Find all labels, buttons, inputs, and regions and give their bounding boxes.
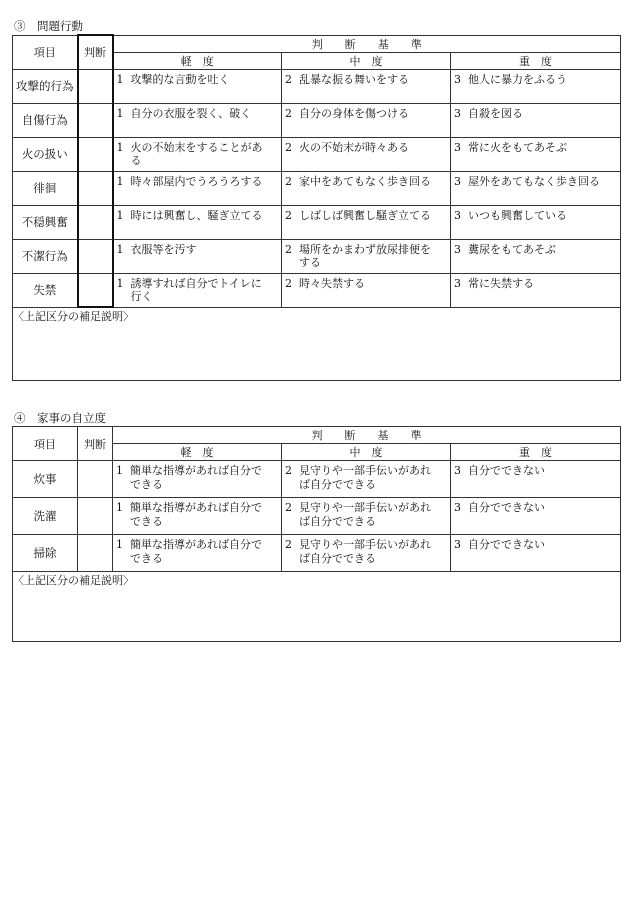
level-number: 1 (116, 208, 124, 222)
criteria-option (282, 498, 450, 528)
judgment-input-cell[interactable] (78, 273, 113, 307)
table-row (13, 103, 621, 137)
criteria-text: 常に火をもてあそぶ (468, 140, 567, 154)
criteria-mild-cell (113, 205, 282, 239)
criteria-option (451, 206, 620, 223)
criteria-moderate-cell (282, 498, 451, 535)
criteria-text: いつも興奮している (468, 208, 567, 222)
criteria-moderate-cell (282, 69, 451, 103)
header-mild: 軽 度 (113, 52, 282, 69)
criteria-option (114, 172, 282, 189)
level-number: 1 (116, 140, 124, 154)
housework-table (12, 426, 621, 642)
criteria-text: 他人に暴力をふるう (468, 72, 567, 86)
criteria-text: 衣服等を汚す (130, 242, 197, 256)
criteria-text: 自分でできない (468, 464, 545, 477)
criteria-option (451, 240, 620, 257)
criteria-text: 自分でできない (468, 538, 545, 551)
criteria-text: 火の不始末をすることがあ る (130, 140, 263, 167)
row-item-label: 失禁 (13, 273, 78, 307)
criteria-mild-cell (113, 137, 282, 171)
section-title: ③ 問題行動 (14, 19, 83, 33)
criteria-severe-cell (451, 171, 621, 205)
criteria-option (451, 104, 620, 121)
criteria-moderate-cell (282, 137, 451, 171)
criteria-option (282, 206, 450, 223)
level-number: 2 (285, 276, 292, 290)
judgment-input-cell[interactable] (78, 498, 113, 535)
criteria-moderate-cell (282, 205, 451, 239)
row-item-label: 自傷行為 (13, 103, 78, 137)
header-severe: 重 度 (451, 52, 621, 69)
level-number: 2 (285, 72, 292, 86)
level-number: 1 (116, 106, 124, 120)
judgment-input-cell[interactable] (78, 535, 113, 572)
criteria-text: 簡単な指導があれば自分で できる (130, 501, 262, 528)
section-problem-behavior (12, 18, 620, 381)
criteria-option (451, 274, 620, 291)
criteria-moderate-cell (282, 103, 451, 137)
row-item-label: 掃除 (13, 535, 78, 572)
criteria-option (451, 498, 620, 515)
criteria-text: 自分の身体を傷つける (299, 106, 409, 120)
table-row (13, 535, 621, 572)
header-moderate: 中 度 (282, 444, 451, 461)
row-item-label: 洗濯 (13, 498, 78, 535)
criteria-option (114, 240, 282, 257)
criteria-text: 誘導すれば自分でトイレに 行く (130, 276, 262, 303)
header-item: 項目 (13, 427, 78, 461)
criteria-text: 見守りや一部手伝いがあれ ば自分でできる (299, 464, 431, 491)
criteria-moderate-cell (282, 461, 451, 498)
level-number: 3 (454, 242, 461, 256)
criteria-option (113, 461, 281, 491)
criteria-option (114, 70, 282, 87)
level-number: 3 (454, 106, 461, 120)
table-row (13, 69, 621, 103)
row-item-label: 火の扱い (13, 137, 78, 171)
judgment-input-cell[interactable] (78, 461, 113, 498)
table-row (13, 137, 621, 171)
criteria-option (113, 498, 281, 528)
criteria-option (451, 70, 620, 87)
header-moderate: 中 度 (282, 52, 451, 69)
header-mild: 軽 度 (113, 444, 282, 461)
criteria-text: 自分の衣服を裂く、破く (130, 106, 252, 120)
section-title: ④ 家事の自立度 (14, 411, 106, 425)
table-row (13, 171, 621, 205)
criteria-text: 見守りや一部手伝いがあれ ば自分でできる (299, 538, 431, 565)
criteria-text: 自分でできない (468, 501, 545, 514)
criteria-text: 時には興奮し、騒ぎ立てる (130, 208, 263, 222)
table-row (13, 205, 621, 239)
header-judgment: 判断 (78, 427, 113, 461)
criteria-severe-cell (451, 69, 621, 103)
level-number: 2 (285, 538, 292, 551)
criteria-option (282, 240, 450, 270)
criteria-option (282, 274, 450, 291)
criteria-option (282, 70, 450, 87)
level-number: 3 (454, 208, 461, 222)
criteria-option (451, 172, 620, 189)
supplementary-note-field[interactable]: 〈上記区分の補足説明〉 (13, 572, 621, 642)
criteria-mild-cell (113, 273, 282, 307)
criteria-option (282, 104, 450, 121)
table-row (13, 498, 621, 535)
criteria-option (113, 535, 281, 565)
level-number: 3 (454, 538, 461, 551)
row-item-label: 不潔行為 (13, 239, 78, 273)
criteria-severe-cell (451, 103, 621, 137)
criteria-mild-cell (113, 171, 282, 205)
judgment-input-cell[interactable] (78, 137, 113, 171)
judgment-input-cell[interactable] (78, 171, 113, 205)
row-item-label: 炊事 (13, 461, 78, 498)
criteria-option (451, 461, 620, 478)
row-item-label: 徘徊 (13, 171, 78, 205)
criteria-severe-cell (451, 205, 621, 239)
criteria-severe-cell (451, 239, 621, 273)
section-housework-independence (12, 410, 620, 642)
level-number: 1 (116, 501, 123, 514)
table-row (13, 461, 621, 498)
level-number: 2 (285, 106, 292, 120)
row-item-label: 不穏興奮 (13, 205, 78, 239)
criteria-mild-cell (113, 535, 282, 572)
criteria-option (114, 138, 282, 168)
table-row (13, 273, 621, 307)
criteria-text: しばしば興奮し騒ぎ立てる (299, 208, 431, 222)
criteria-moderate-cell (282, 239, 451, 273)
judgment-input-cell[interactable] (78, 103, 113, 137)
criteria-text: 簡単な指導があれば自分で できる (130, 464, 262, 491)
criteria-text: 時々失禁する (299, 276, 365, 290)
criteria-text: 簡単な指導があれば自分で できる (130, 538, 262, 565)
criteria-mild-cell (113, 461, 282, 498)
level-number: 1 (116, 276, 124, 290)
criteria-option (282, 172, 450, 189)
level-number: 1 (116, 174, 124, 188)
criteria-option (451, 535, 620, 552)
criteria-text: 乱暴な振る舞いをする (299, 72, 409, 86)
criteria-severe-cell (451, 535, 621, 572)
level-number: 1 (116, 464, 123, 477)
level-number: 3 (454, 174, 461, 188)
criteria-text: 火の不始末が時々ある (299, 140, 409, 154)
criteria-text: 常に失禁する (468, 276, 534, 290)
level-number: 3 (454, 464, 461, 477)
header-judgment: 判断 (78, 35, 113, 69)
level-number: 3 (454, 501, 461, 514)
header-severe: 重 度 (451, 444, 621, 461)
level-number: 2 (285, 464, 292, 477)
judgment-input-cell[interactable] (78, 205, 113, 239)
criteria-option (114, 206, 282, 223)
level-number: 3 (454, 276, 461, 290)
row-item-label: 攻撃的行為 (13, 69, 78, 103)
judgment-input-cell[interactable] (78, 239, 113, 273)
header-item: 項目 (13, 35, 78, 69)
criteria-option (282, 535, 450, 565)
criteria-text: 自殺を図る (468, 106, 523, 120)
criteria-option (114, 274, 282, 304)
level-number: 2 (285, 208, 292, 222)
table-row (13, 239, 621, 273)
criteria-moderate-cell (282, 171, 451, 205)
criteria-option (282, 138, 450, 155)
criteria-severe-cell (451, 461, 621, 498)
level-number: 2 (285, 174, 292, 188)
level-number: 2 (285, 140, 292, 154)
criteria-text: 攻撃的な言動を吐く (130, 72, 230, 86)
level-number: 1 (116, 72, 124, 86)
criteria-severe-cell (451, 137, 621, 171)
level-number: 2 (285, 242, 292, 256)
criteria-mild-cell (113, 239, 282, 273)
criteria-option (451, 138, 620, 155)
criteria-moderate-cell (282, 535, 451, 572)
level-number: 1 (116, 538, 123, 551)
header-criteria: 判 断 基 準 (113, 35, 621, 52)
criteria-text: 屋外をあてもなく歩き回る (468, 174, 600, 188)
problem-behavior-table (12, 34, 621, 381)
criteria-text: 時々部屋内でうろうろする (130, 174, 263, 188)
level-number: 3 (454, 140, 461, 154)
criteria-mild-cell (113, 69, 282, 103)
criteria-mild-cell (113, 103, 282, 137)
criteria-text: 見守りや一部手伝いがあれ ば自分でできる (299, 501, 431, 528)
judgment-input-cell[interactable] (78, 69, 113, 103)
criteria-text: 家中をあてもなく歩き回る (299, 174, 431, 188)
criteria-text: 場所をかまわず放尿排便を する (299, 242, 431, 269)
criteria-mild-cell (113, 498, 282, 535)
criteria-severe-cell (451, 273, 621, 307)
criteria-severe-cell (451, 498, 621, 535)
header-criteria: 判 断 基 準 (113, 427, 621, 444)
supplementary-note-field[interactable]: 〈上記区分の補足説明〉 (13, 307, 621, 380)
criteria-option (282, 461, 450, 491)
level-number: 3 (454, 72, 461, 86)
criteria-text: 糞尿をもてあそぶ (468, 242, 556, 256)
level-number: 1 (116, 242, 124, 256)
level-number: 2 (285, 501, 292, 514)
criteria-option (114, 104, 282, 121)
criteria-moderate-cell (282, 273, 451, 307)
